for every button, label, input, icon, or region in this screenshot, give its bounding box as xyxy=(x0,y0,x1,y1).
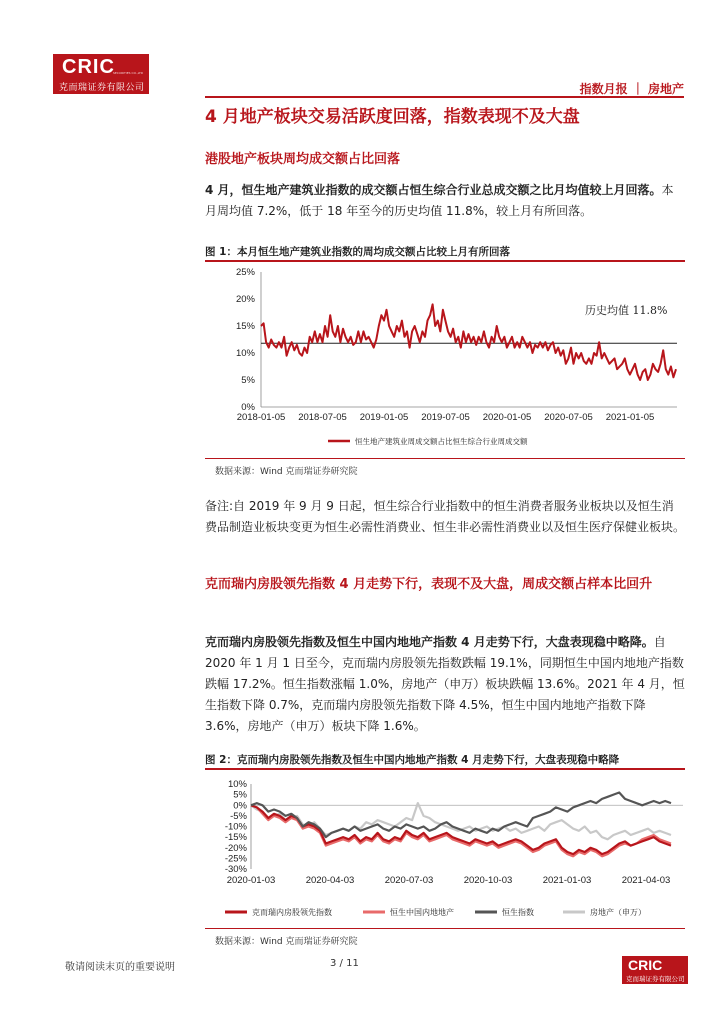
section2-heading: 克而瑞内房股领先指数 4 月走势下行，表现不及大盘，周成交额占样本比回升 xyxy=(205,577,653,592)
figure2-y-tick-label: 10% xyxy=(227,779,247,790)
figure2-y-tick-label: -10% xyxy=(224,821,247,833)
figure1-legend-label: 恒生地产建筑业周成交额占比恒生综合行业周成交额 xyxy=(355,437,528,446)
figure2-y-tick-label: 5% xyxy=(233,789,247,801)
figure2-y-tick-label: -5% xyxy=(230,810,247,822)
figure2-x-tick-label: 2020-10-03 xyxy=(463,875,513,886)
figure2-x-tick-label: 2021-01-03 xyxy=(542,875,592,886)
figure2-series-line xyxy=(251,803,671,839)
figure1-y-tick-label: 10% xyxy=(235,348,255,359)
figure2-legend xyxy=(225,907,646,917)
figure2-legend-label: 房地产（申万） xyxy=(590,908,646,917)
figure2-source: 数据来源：Wind 克而瑞证券研究院 xyxy=(215,937,358,947)
header-divider xyxy=(205,96,684,98)
figure1-y-tick-label: 5% xyxy=(241,375,255,386)
figure1-y-tick-label: 15% xyxy=(235,321,255,332)
section2-bold-lead: 克而瑞内房股领先指数及恒生中国内地地产指数 4 月走势下行，大盘表现稳中略降。 xyxy=(205,635,654,649)
figure2-x-axis xyxy=(227,875,671,886)
figure2-y-tick-label: -25% xyxy=(224,853,247,865)
section1-body-text: 本月周均值 7.2%，低于 18 年至今的历史均值 11.8%，较上月有所回落。 xyxy=(205,183,674,218)
logo-main-text: CRIC xyxy=(62,56,115,78)
logo-chinese-text: 克而瑞证券有限公司 xyxy=(59,83,145,93)
section2-paragraph xyxy=(205,632,685,737)
footer-logo-chinese: 克而瑞证券有限公司 xyxy=(626,975,685,983)
figure1-title: 图 1：本月恒生地产建筑业指数的周均成交额占比较上月有所回落 xyxy=(205,246,510,258)
report-section-label: 指数月报 ｜ 房地产 xyxy=(579,82,684,96)
figure2-x-tick-label: 2020-04-03 xyxy=(305,875,355,886)
figure2-x-tick-label: 2021-04-03 xyxy=(621,875,671,886)
figure1-x-tick-label: 2020-01-05 xyxy=(482,412,532,423)
figure1-x-axis xyxy=(237,412,655,423)
logo-english-text: SECURITIES CO.,LTD xyxy=(113,71,144,75)
figure1-x-tick-label: 2019-01-05 xyxy=(359,412,409,423)
footer-logo xyxy=(622,956,688,984)
figure2-legend-label: 恒生中国内地地产 xyxy=(390,908,454,917)
section1-bold-lead: 4 月，恒生地产建筑业指数的成交额占恒生综合行业总成交额之比月均值较上月回落。 xyxy=(205,183,662,197)
figure1-y-tick-label: 20% xyxy=(235,294,255,305)
figure1-bottom-rule xyxy=(205,458,685,459)
cric-logo xyxy=(53,54,149,94)
section2-body-text: 自 2020 年 1 月 1 日至今，克而瑞内房股领先指数跌幅 19.1%，同期恒生中国内地地产指数跌幅 17.2%。恒生指数涨幅 1.0%，房地产（申万）板块跌幅 13.6%。2021 年 4 月，恒生指数下降 0.7%，克而瑞内房股领先指数下降 4.5%，恒生中国内地地产指数下降 3.6%，房地产（申万）板块下降 1.6%。 xyxy=(205,635,685,733)
figure1-source: 数据来源：Wind 克而瑞证券研究院 xyxy=(215,467,358,477)
figure2-y-tick-label: -15% xyxy=(224,832,247,844)
figure2-series-lines xyxy=(251,793,671,857)
figure2-y-tick-label: 0% xyxy=(233,800,247,812)
figure2-y-tick-label: -30% xyxy=(224,864,247,875)
section1-note: 备注:自 2019 年 9 月 9 日起，恒生综合行业指数中的恒生消费者服务业板块以及恒生消费品制造业板块变更为恒生必需性消费业、恒生非必需性消费业以及恒生医疗保健业板块。 xyxy=(205,499,686,534)
figure2-series-line xyxy=(251,793,671,838)
section1-paragraph xyxy=(205,180,685,222)
figure2-chart xyxy=(205,770,685,926)
figure1-x-tick-label: 2018-07-05 xyxy=(298,412,347,423)
figure2-title: 图 2：克而瑞内房股领先指数及恒生中国内地地产指数 4 月走势下行，大盘表现稳中略降 xyxy=(205,754,620,766)
figure2-y-tick-label: -20% xyxy=(224,842,247,854)
figure2-x-tick-label: 2020-01-03 xyxy=(226,875,276,886)
figure1-y-tick-label: 0% xyxy=(241,402,255,413)
figure1-x-tick-label: 2020-07-05 xyxy=(544,412,593,423)
figure1-annotation: 历史均值 11.8% xyxy=(585,304,668,317)
figure2-bottom-rule xyxy=(205,928,685,929)
figure2-x-tick-label: 2020-07-03 xyxy=(384,875,434,886)
figure2-legend-label: 恒生指数 xyxy=(502,908,534,917)
footer-logo-main: CRIC xyxy=(628,957,663,973)
figure1-y-tick-label: 25% xyxy=(235,267,255,278)
figure1-x-tick-label: 2019-07-05 xyxy=(421,412,470,423)
page-number: 3 / 11 xyxy=(330,958,359,969)
figure2-legend-label: 克而瑞内房股领先指数 xyxy=(252,908,332,917)
figure1-x-tick-label: 2018-01-05 xyxy=(236,412,286,423)
figure1-x-tick-label: 2021-01-05 xyxy=(605,412,655,423)
footer-disclaimer: 敬请阅读末页的重要说明 xyxy=(65,962,175,973)
figure1-chart xyxy=(205,262,685,458)
section1-heading: 港股地产板块周均成交额占比回落 xyxy=(205,152,401,167)
page-title: 4 月地产板块交易活跃度回落，指数表现不及大盘 xyxy=(205,107,580,127)
